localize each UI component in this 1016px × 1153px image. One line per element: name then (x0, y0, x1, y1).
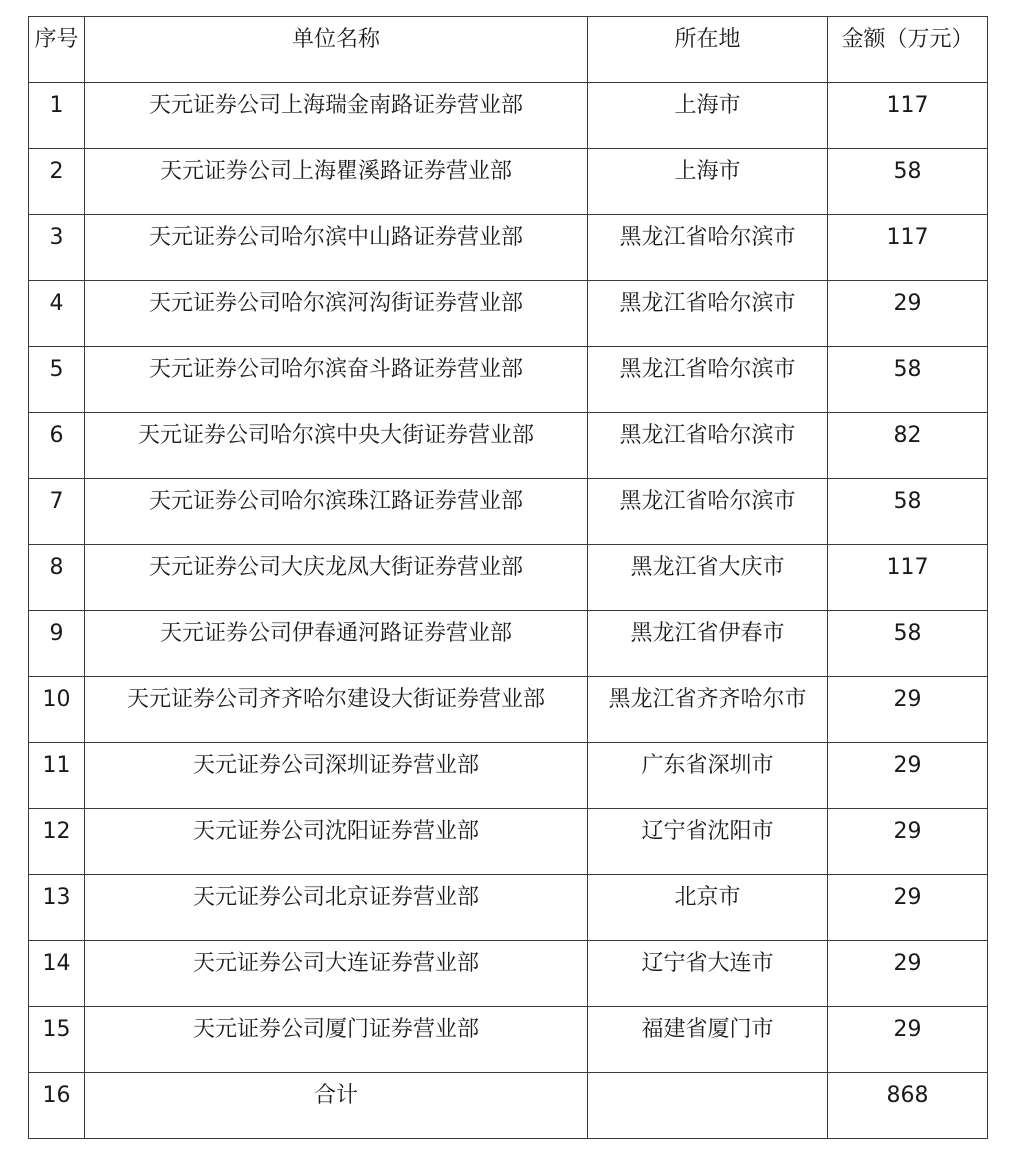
cell-unit-name: 天元证券公司上海瑞金南路证券营业部 (85, 83, 588, 149)
cell-unit-name: 天元证券公司伊春通河路证券营业部 (85, 611, 588, 677)
cell-index: 7 (29, 479, 85, 545)
cell-unit-name: 天元证券公司哈尔滨中央大街证券营业部 (85, 413, 588, 479)
table-row (29, 347, 988, 413)
cell-index: 8 (29, 545, 85, 611)
cell-index: 15 (29, 1007, 85, 1073)
table-row (29, 149, 988, 215)
cell-amount: 82 (828, 413, 988, 479)
cell-location: 黑龙江省哈尔滨市 (588, 347, 828, 413)
cell-index: 1 (29, 83, 85, 149)
cell-amount: 117 (828, 545, 988, 611)
cell-location: 辽宁省大连市 (588, 941, 828, 1007)
cell-index: 2 (29, 149, 85, 215)
cell-unit-name: 天元证券公司上海瞿溪路证券营业部 (85, 149, 588, 215)
cell-index: 11 (29, 743, 85, 809)
table-row (29, 479, 988, 545)
table-row (29, 611, 988, 677)
cell-location: 上海市 (588, 149, 828, 215)
cell-location: 广东省深圳市 (588, 743, 828, 809)
cell-amount: 58 (828, 611, 988, 677)
header-location: 所在地 (588, 17, 828, 83)
table-row (29, 1007, 988, 1073)
header-row (29, 17, 988, 83)
cell-index: 14 (29, 941, 85, 1007)
cell-amount: 58 (828, 149, 988, 215)
header-unit-name: 单位名称 (85, 17, 588, 83)
table-row (29, 215, 988, 281)
cell-index: 3 (29, 215, 85, 281)
header-amount: 金额（万元） (828, 17, 988, 83)
cell-index: 12 (29, 809, 85, 875)
cell-location: 黑龙江省哈尔滨市 (588, 479, 828, 545)
cell-index: 6 (29, 413, 85, 479)
cell-location: 黑龙江省大庆市 (588, 545, 828, 611)
cell-amount: 29 (828, 1007, 988, 1073)
cell-unit-name: 天元证券公司沈阳证券营业部 (85, 809, 588, 875)
table-row (29, 1073, 988, 1139)
cell-unit-name: 天元证券公司厦门证券营业部 (85, 1007, 588, 1073)
header-index: 序号 (29, 17, 85, 83)
cell-index: 9 (29, 611, 85, 677)
cell-amount: 58 (828, 479, 988, 545)
cell-location: 黑龙江省齐齐哈尔市 (588, 677, 828, 743)
cell-unit-name: 天元证券公司哈尔滨奋斗路证券营业部 (85, 347, 588, 413)
cell-amount: 29 (828, 875, 988, 941)
table-row (29, 83, 988, 149)
cell-location: 辽宁省沈阳市 (588, 809, 828, 875)
cell-index: 10 (29, 677, 85, 743)
table-body (29, 83, 988, 1139)
cell-amount: 58 (828, 347, 988, 413)
cell-location: 黑龙江省哈尔滨市 (588, 215, 828, 281)
cell-amount: 29 (828, 941, 988, 1007)
cell-location: 黑龙江省哈尔滨市 (588, 281, 828, 347)
cell-location (588, 1073, 828, 1139)
table-row (29, 941, 988, 1007)
branch-amount-table (28, 16, 988, 1139)
cell-location: 福建省厦门市 (588, 1007, 828, 1073)
table-row (29, 281, 988, 347)
cell-amount: 29 (828, 677, 988, 743)
table-row (29, 677, 988, 743)
cell-amount: 29 (828, 281, 988, 347)
cell-unit-name: 天元证券公司哈尔滨珠江路证券营业部 (85, 479, 588, 545)
table-row (29, 413, 988, 479)
cell-unit-name: 天元证券公司哈尔滨中山路证券营业部 (85, 215, 588, 281)
cell-index: 13 (29, 875, 85, 941)
cell-index: 5 (29, 347, 85, 413)
cell-unit-name: 天元证券公司哈尔滨河沟街证券营业部 (85, 281, 588, 347)
cell-unit-name: 天元证券公司齐齐哈尔建设大街证券营业部 (85, 677, 588, 743)
cell-location: 黑龙江省伊春市 (588, 611, 828, 677)
cell-amount: 29 (828, 809, 988, 875)
table-row (29, 545, 988, 611)
cell-amount: 117 (828, 215, 988, 281)
cell-amount: 868 (828, 1073, 988, 1139)
table-row (29, 809, 988, 875)
cell-amount: 29 (828, 743, 988, 809)
cell-index: 4 (29, 281, 85, 347)
cell-unit-name: 天元证券公司大连证券营业部 (85, 941, 588, 1007)
table-header (29, 17, 988, 83)
cell-index: 16 (29, 1073, 85, 1139)
cell-unit-name: 天元证券公司深圳证券营业部 (85, 743, 588, 809)
table-row (29, 743, 988, 809)
cell-amount: 117 (828, 83, 988, 149)
cell-location: 北京市 (588, 875, 828, 941)
cell-unit-name: 天元证券公司北京证券营业部 (85, 875, 588, 941)
table-row (29, 875, 988, 941)
cell-location: 上海市 (588, 83, 828, 149)
cell-unit-name: 天元证券公司大庆龙凤大街证券营业部 (85, 545, 588, 611)
cell-location: 黑龙江省哈尔滨市 (588, 413, 828, 479)
cell-unit-name: 合计 (85, 1073, 588, 1139)
